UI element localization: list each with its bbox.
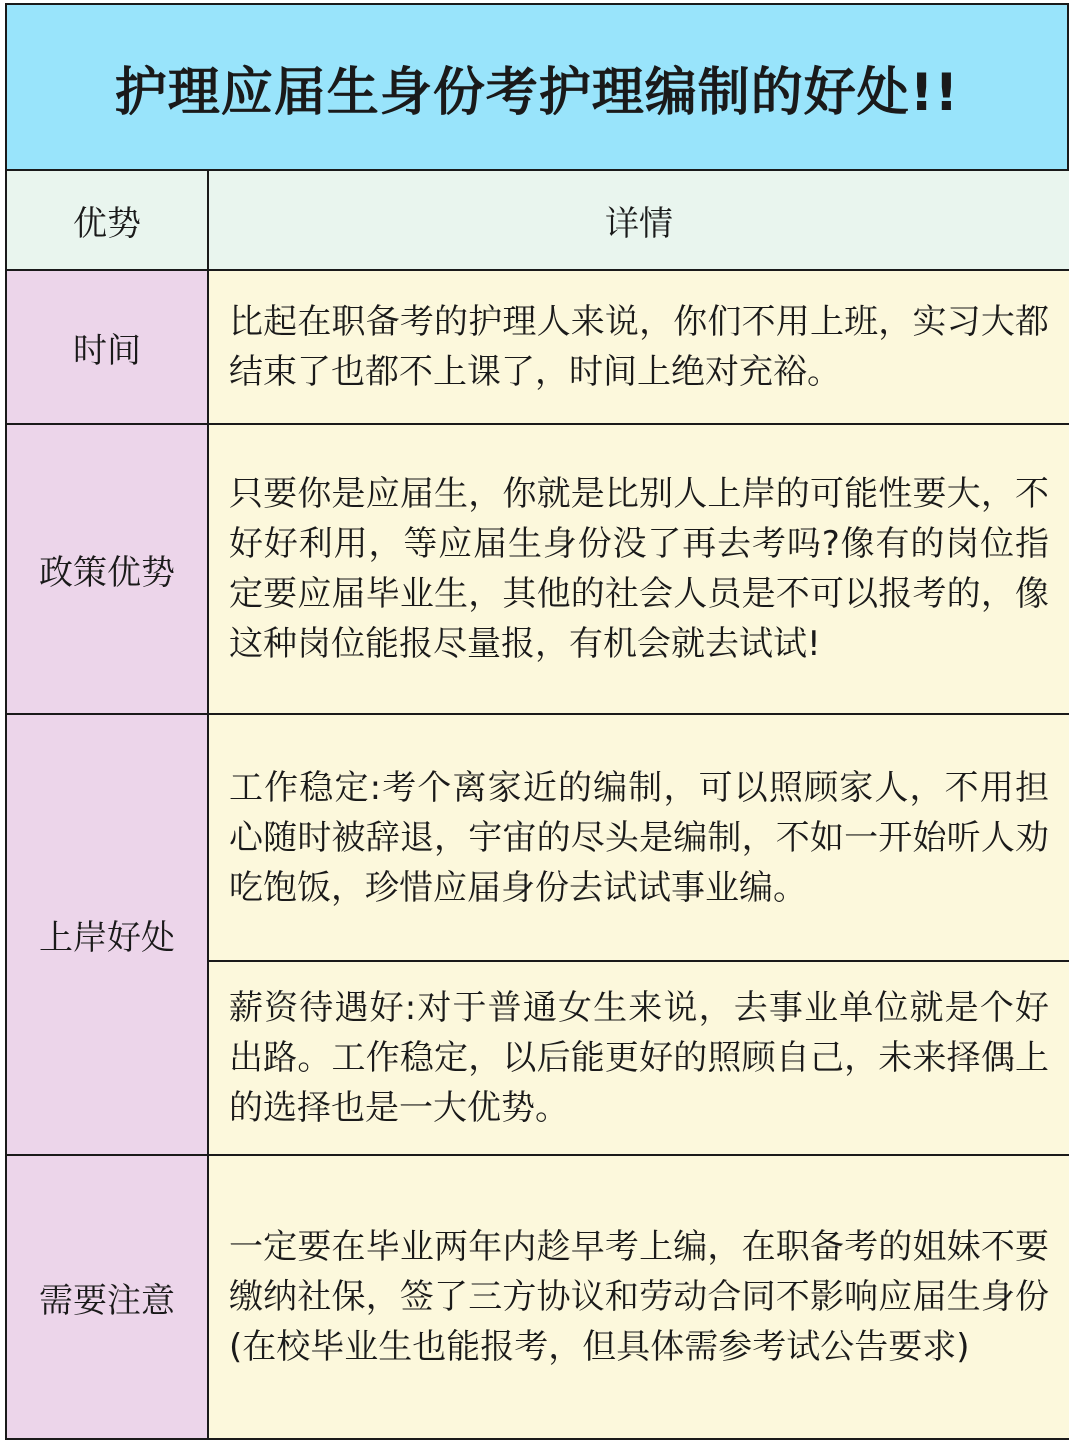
comparison-table — [5, 3, 1069, 1440]
row-label-policy: 政策优势 — [7, 425, 207, 715]
detail-text: 薪资待遇好:对于普通女生来说，去事业单位就是个好出路。工作稳定，以后能更好的照顾自己，未来择偶上的选择也是一大优势。 — [229, 988, 1049, 1128]
row-label-notes: 需要注意 — [7, 1156, 207, 1438]
detail-text: 只要你是应届生，你就是比别人上岸的可能性要大，不好好利用，等应届生身份没了再去考吗?像有的岗位指定要应届毕业生，其他的社会人员是不可以报考的，像这种岗位能报尽量报，有机会就去试试! — [229, 474, 1049, 664]
detail-text: 比起在职备考的护理人来说，你们不用上班，实习大都结束了也都不上课了，时间上绝对充裕。 — [229, 302, 1049, 392]
row-label-time: 时间 — [7, 271, 207, 425]
row-detail-time — [207, 271, 1069, 425]
detail-text: 一定要在毕业两年内趁早考上编，在职备考的姐妹不要缴纳社保，签了三方协议和劳动合同不影响应届生身份(在校毕业生也能报考，但具体需参考试公告要求) — [229, 1227, 1049, 1367]
row-label-benefits: 上岸好处 — [7, 715, 207, 1156]
detail-text: 工作稳定:考个离家近的编制，可以照顾家人，不用担心随时被辞退，宇宙的尽头是编制，不如一开始听人劝吃饱饭，珍惜应届身份去试试事业编。 — [229, 767, 1049, 908]
row-detail-benefits-salary — [207, 962, 1069, 1156]
row-detail-policy — [207, 425, 1069, 715]
page-title: 护理应届生身份考护理编制的好处!! — [114, 62, 960, 123]
header-details: 详情 — [207, 171, 1069, 271]
row-detail-notes — [207, 1156, 1069, 1438]
title-banner — [7, 5, 1067, 171]
row-detail-benefits-stability — [207, 715, 1069, 962]
header-advantage: 优势 — [7, 171, 207, 271]
